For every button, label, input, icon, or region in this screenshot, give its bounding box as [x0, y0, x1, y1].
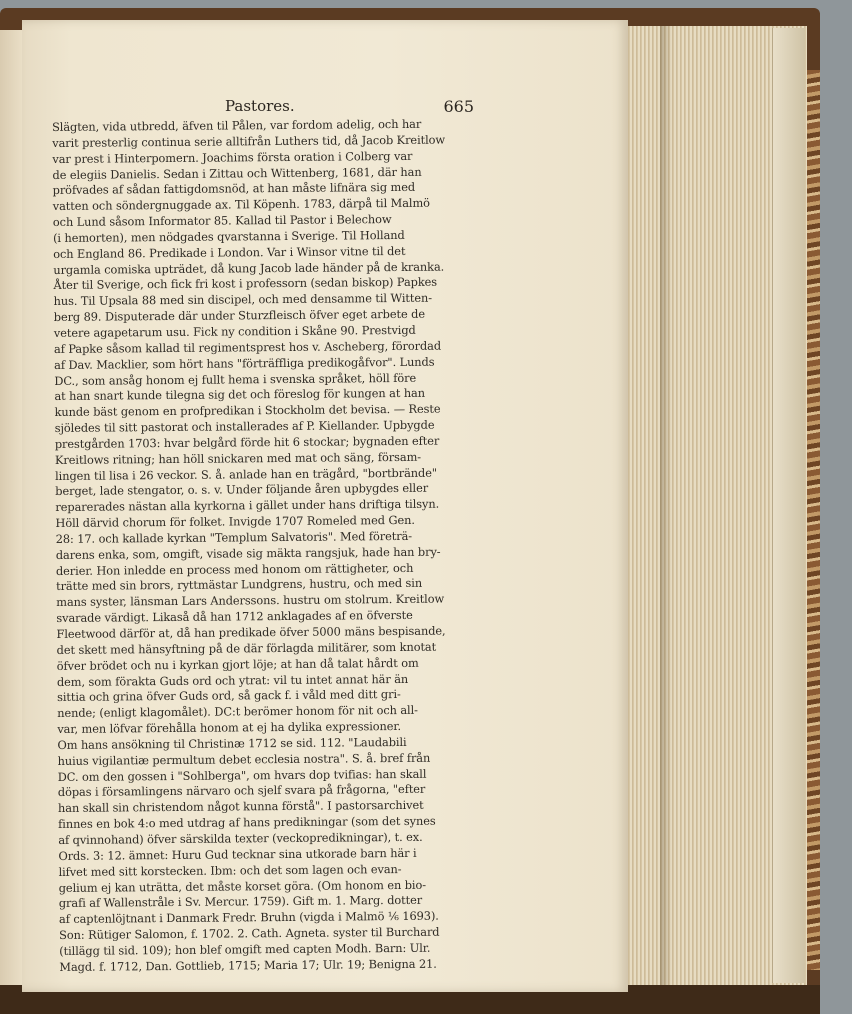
body-text: [52, 116, 479, 975]
text-line: vatten och söndergnuggade ax. Til Köpenh. 1783, därpå til Malmö: [52, 195, 430, 214]
text-line: at han snart kunde tilegna sig det och föreslog för kungen at han: [54, 386, 426, 404]
text-line: berg 89. Disputerade där under Sturzfleisch öfver eget arbete de: [53, 306, 425, 325]
text-line: (tillägg til sid. 109); hon blef omgift med capten Modh. Barn: Ulr.: [59, 940, 431, 958]
text-line: svarade värdigt. Likaså då han 1712 anklagades af en öfverste: [56, 608, 413, 626]
text-line: det skett med hänsyftning på de där förlagda militärer, som knotat: [56, 639, 437, 657]
text-line: mans syster, länsman Lars Anderssons. hustru om stolrum. Kreitlow: [56, 591, 445, 610]
text-line: huius vigilantiæ permultum debet ecclesia nostra". S. å. bref från: [57, 750, 431, 768]
text-line: prestgården 1703: hvar belgård förde hit 6 stockar; bygnaden efter: [54, 433, 440, 451]
text-line: Åter til Sverige, och fick fri kost i professorn (sedan biskop) Papkes: [53, 275, 438, 293]
text-line: 28: 17. och kallade kyrkan "Templum Salvatoris". Med företrä-: [55, 528, 413, 546]
page-stack-shadow: [660, 26, 672, 991]
text-line: Höll därvid chorum för folket. Invigde 1707 Romeled med Gen.: [55, 512, 415, 531]
text-line: darens enka, som, omgift, visade sig mäkta rangsjuk, hade han bry-: [55, 544, 441, 562]
text-line: derier. Hon inledde en process med honom om rättigheter, och: [55, 560, 414, 578]
text-line: af Papke såsom kallad til regimentsprest hos v. Ascheberg, förordad: [53, 338, 442, 356]
text-line: varit presterlig continua serie alltifrån Luthers tid, då Jacob Kreitlow: [52, 132, 446, 150]
text-line: trätte med sin brors, ryttmästar Lundgrens, hustru, och med sin: [56, 576, 423, 594]
text-line: Magd. f. 1712, Dan. Gottlieb, 1715; Maria 17; Ulr. 19; Benigna 21.: [59, 956, 437, 974]
text-line: finnes en bok 4:o med utdrag af hans predikningar (som det synes: [58, 813, 436, 832]
text-line: pröfvades af sådan fattigdomsnöd, at han måste lifnära sig med: [52, 180, 416, 198]
text-line: dem, som förakta Guds ord och ytrat: vil tu intet annat här än: [56, 671, 409, 689]
text-line: Slägten, vida utbredd, äfven til Pålen, var fordom adelig, och har: [52, 116, 422, 134]
text-line: kunde bäst genom en profpredikan i Stockholm det bevisa. — Reste: [54, 401, 441, 420]
text-line: reparerades nästan alla kyrkorna i gället under hans driftiga tilsyn.: [55, 496, 440, 515]
text-line: sjöledes til sitt pastorat och installerades af P. Kiellander. Upbygde: [54, 417, 435, 436]
text-line: döpas i församlingens närvaro och sjelf svara på frågorna, "efter: [57, 782, 426, 800]
text-line: Om hans ansökning til Christinæ 1712 se sid. 112. "Laudabili: [57, 734, 407, 752]
running-head: [60, 97, 474, 119]
running-title: Pastores.: [225, 97, 295, 115]
text-line: nende; (enligt klagomålet). DC:t berömer honom för nit och all-: [57, 703, 418, 721]
text-line: DC. om den gossen i "Sohlberga", om hvars dop tvifias: han skall: [57, 766, 427, 784]
text-line: urgamla comiska upträdet, då kung Jacob lade händer på de kranka.: [53, 259, 445, 277]
text-line: han skall sin christendom något kunna förstå". I pastorsarchivet: [57, 798, 424, 816]
text-line: Son: Rütiger Salomon, f. 1702. 2. Cath. Agneta. syster til Burchard: [59, 924, 440, 942]
text-line: DC., som ansåg honom ej fullt hema i svenska språket, höll före: [54, 370, 417, 388]
text-line: var prest i Hinterpomern. Joachims första oration i Colberg var: [52, 148, 413, 166]
text-line: af Dav. Macklier, som hört hans "förträffliga predikogåfvor". Lunds: [54, 354, 435, 372]
text-line: af captenlöjtnant i Danmark Fredr. Bruhn (vigda i Malmö ⅙ 1693).: [58, 908, 439, 927]
text-line: och Lund såsom Informator 85. Kallad til Pastor i Belechow: [52, 212, 392, 230]
text-line: och England 86. Predikade i London. Var i Winsor vitne til det: [53, 243, 406, 261]
text-line: öfver brödet och nu i kyrkan gjort löje; at han då talat hårdt om: [56, 655, 419, 673]
text-line: af qvinnohand) öfver särskilda texter (veckopredikningar), t. ex.: [58, 829, 423, 847]
page-stack-end: [772, 28, 805, 983]
text-line: (i hemorten), men nödgades qvarstanna i Sverige. Til Holland: [52, 227, 405, 245]
text-line: grafi af Wallenstråle i Sv. Mercur. 1759). Gift m. 1. Marg. dotter: [58, 893, 423, 911]
text-line: hus. Til Upsala 88 med sin discipel, och med densamme til Witten-: [53, 290, 433, 309]
text-line: berget, lade stengator, o. s. v. Under följande åren upbygdes eller: [55, 481, 429, 499]
text-line: vetere agapetarum usu. Fick ny condition i Skåne 90. Prestvigd: [53, 322, 416, 340]
text-line: Fleetwood därför at, då han predikade öfver 5000 mäns bespisande,: [56, 623, 446, 641]
text-line: var, men löfvar förehålla honom at ej ha dylika expressioner.: [57, 719, 402, 737]
text-line: gelium ej kan uträtta, det måste korset göra. (Om honom en bio-: [58, 877, 426, 895]
text-line: sittia och grina öfver Guds ord, så gack f. i våld med ditt gri-: [56, 687, 401, 705]
text-line: lingen til lisa i 26 veckor. S. å. anlade han en trägård, "bortbrände": [55, 465, 438, 483]
text-line: de elegiis Danielis. Sedan i Zittau och Wittenberg, 1681, där han: [52, 164, 422, 182]
text-line: Kreitlows ritning; han höll snickaren med mat och säng, försam-: [54, 449, 422, 467]
text-line: lifvet med sitt korstecken. Ibm: och det som lagen och evan-: [58, 861, 402, 879]
page-number: 665: [443, 97, 474, 116]
text-line: Ords. 3: 12. ämnet: Huru Gud tecknar sina utkorade barn här i: [58, 845, 417, 863]
